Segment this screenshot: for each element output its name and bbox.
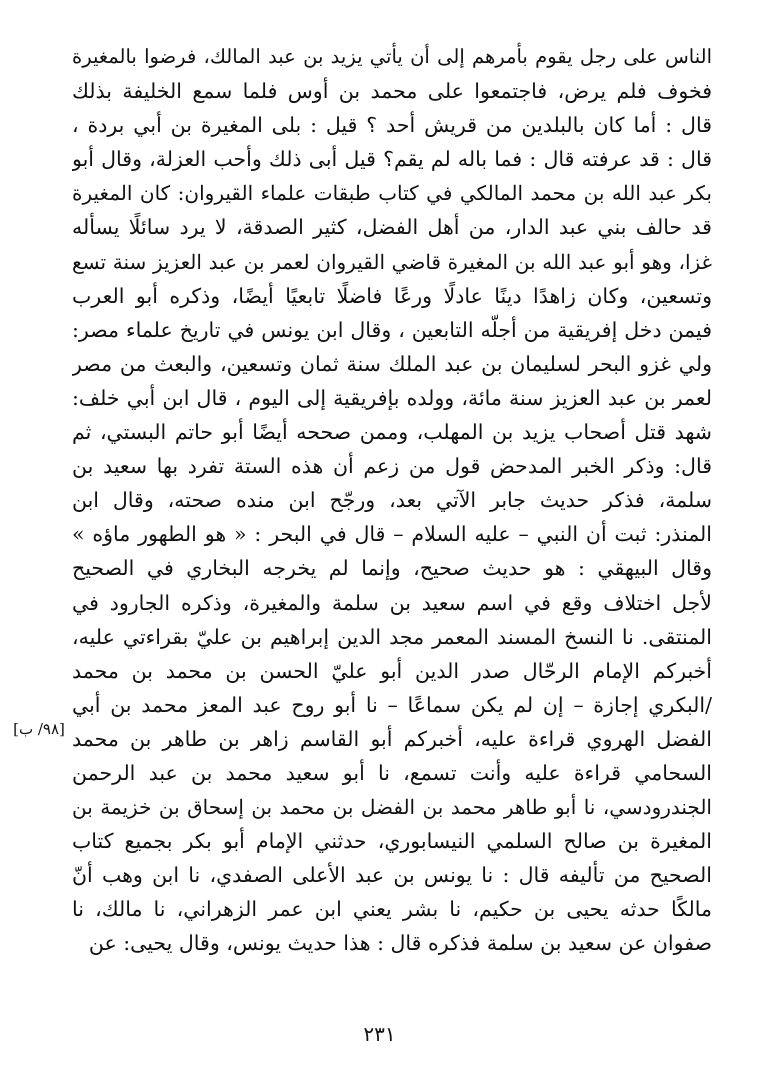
text-line: قال : قد عرفته قال : فما باله لم يقم؟ قيل أبى ذلك وأحب العزلة، وقال أبو — [72, 147, 712, 172]
text-line: فخوف فلم يرض، فاجتمعوا على محمد بن أوس فلما سمع الخليفة بذلك — [72, 79, 712, 104]
text-line: الصحيح من تأليفه قال : نا يونس بن عبد الأعلى الصفدي، نا ابن وهب أنّ — [72, 863, 712, 888]
text-line: وتسعين، وكان زاهدًا دينًا عادلًا ورعًا فاضلًا تابعيًا أيضًا، وذكره أبو العرب — [72, 283, 712, 308]
text-line: شهد قتل أصحاب يزيد بن المهلب، وممن صححه أيضًا أبو حاتم البستي، ثم — [72, 420, 712, 445]
text-line: المغيرة بن صالح السلمي النيسابوري، حدثني الإمام أبو بكر بجميع كتاب — [72, 829, 712, 854]
text-line: المنذر: ثبت أن النبي – عليه السلام – قال في البحر : « هو الطهور ماؤه » — [72, 522, 712, 547]
text-line: فيمن دخل إفريقية من أجلّه التابعين ، وقال ابن يونس في تاريخ علماء مصر: — [72, 317, 712, 342]
text-line: قال: وذكر الخبر المدحض قول من زعم أن هذه الستة تفرد بها سعيد بن — [72, 454, 712, 479]
text-line: بكر عبد الله بن محمد المالكي في كتاب طبقات علماء القيروان: كان المغيرة — [72, 181, 712, 206]
text-line: قد حالف بني عبد الدار، من أهل الفضل، كثير الصدقة، لا يرد سائلًا يسأله — [72, 215, 712, 240]
body-text — [72, 40, 712, 961]
text-line: المنتقى. نا النسخ المسند المعمر مجد الدين إبراهيم بن عليّ بقراءتي عليه، — [72, 624, 712, 649]
text-line: /البكري إجازة – إن لم يكن سماعًا – نا أبو روح عبد المعز محمد بن أبي — [72, 692, 712, 717]
folio-margin-note: [٩٨/ ب] — [13, 720, 65, 738]
text-line: الناس على رجل يقوم بأمرهم إلى أن يأتي يزيد بن عبد المالك، فرضوا بالمغيرة — [72, 45, 712, 68]
text-line: غزا، وهو أبو عبد الله بن المغيرة قاضي القيروان لعمر بن عبد العزيز سنة تسع — [72, 249, 712, 274]
text-line: لأجل اختلاف وقع في اسم سعيد بن سلمة والمغيرة، وذكره الجارود في — [72, 590, 712, 615]
text-line: لعمر بن عبد العزيز سنة مائة، وولده بإفريقية إلى اليوم ، قال ابن أبي خلف: — [72, 385, 712, 410]
text-line: قال : أما كان بالبلدين من قريش أحد ؟ قيل : بلى المغيرة بن أبي بردة ، — [72, 113, 712, 138]
text-line: وقال البيهقي : هو حديث صحيح، وإنما لم يخرجه البخاري في الصحيح — [72, 556, 712, 581]
page-number: ٢٣١ — [363, 1022, 396, 1046]
text-line: الفضل الهروي قراءة عليه، أخبركم أبو القاسم زاهر بن طاهر بن محمد — [72, 726, 712, 751]
text-line: مالكًا حدثه يحيى بن حكيم، نا بشر يعني ابن عمر الزهراني، نا مالك، نا — [72, 897, 712, 922]
text-line: سلمة، فذكر حديث جابر الآتي بعد، ورجّح ابن منده صحته، وقال ابن — [72, 488, 712, 513]
text-line: أخبركم الإمام الرحّال صدر الدين أبو عليّ الحسن بن محمد بن محمد — [72, 658, 712, 683]
text-line: ولي غزو البحر لسليمان بن عبد الملك سنة ثمان وتسعين، والبعث من مصر — [72, 351, 712, 376]
text-line: الجندرودسي، نا أبو طاهر محمد بن الفضل بن محمد بن إسحاق بن خزيمة بن — [72, 795, 712, 820]
text-line: صفوان عن سعيد بن سلمة فذكره قال : هذا حديث يونس، وقال يحيى: عن — [88, 931, 712, 956]
text-line: السحامي قراءة عليه وأنت تسمع، نا أبو سعيد محمد بن عبد الرحمن — [72, 760, 712, 785]
